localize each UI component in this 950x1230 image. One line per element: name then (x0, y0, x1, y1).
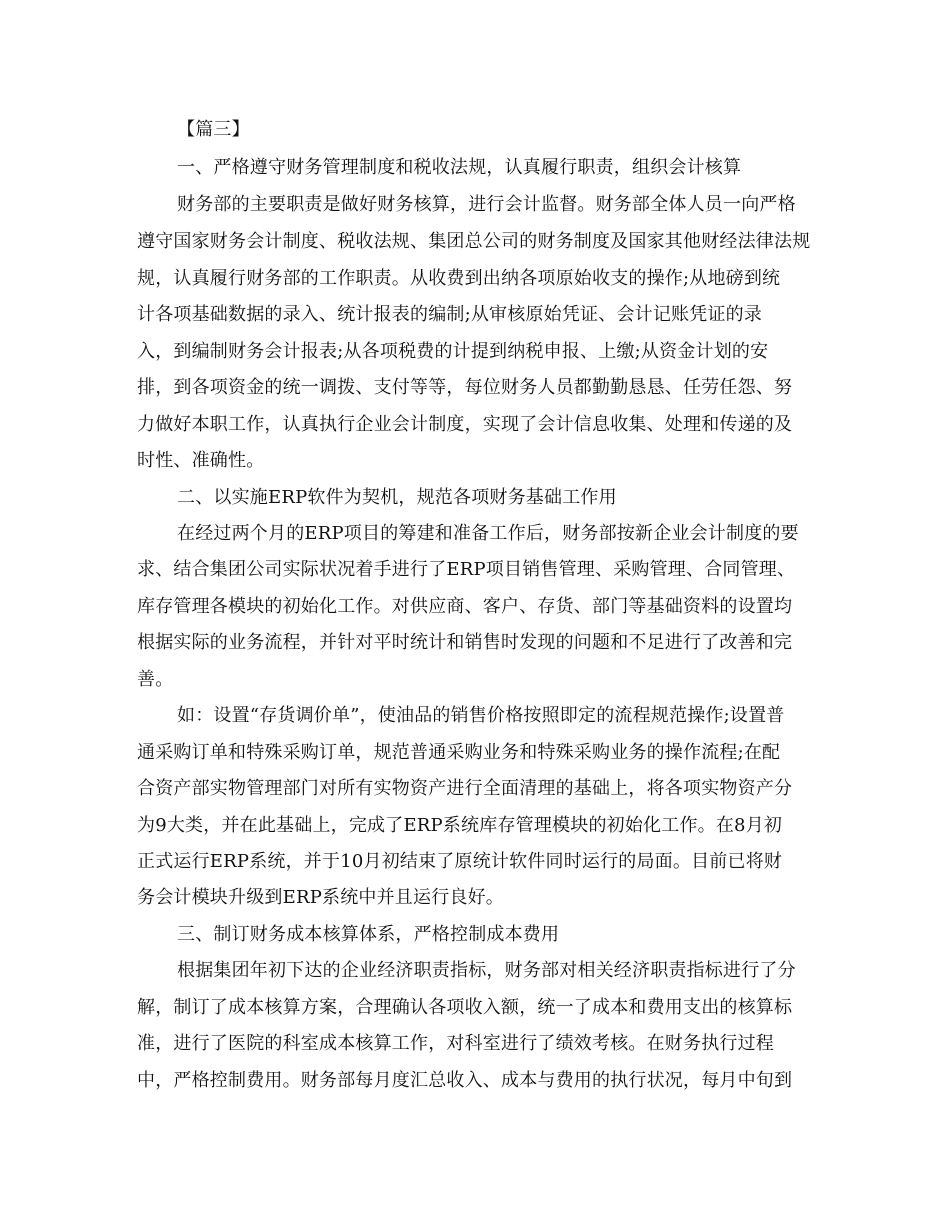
paragraph-line: 遵守国家财务会计制度、税收法规、集团总公司的财务制度及国家其他财经法律法规 (137, 231, 811, 252)
paragraph-line: 务会计模块升级到ERP系统中并且运行良好。 (137, 887, 505, 908)
paragraph-line: 准，进行了医院的科室成本核算工作，对科室进行了绩效考核。在财务执行过程 (137, 1033, 774, 1054)
paragraph-line: 计各项基础数据的录入、统计报表的编制;从审核原始凭证、会计记账凭证的录 (137, 304, 763, 325)
paragraph-line: 中，严格控制费用。财务部每月度汇总收入、成本与费用的执行状况，每月中旬到 (137, 1070, 793, 1091)
paragraph-line: 排，到各项资金的统一调拨、支付等等，每位财务人员都勤勤恳恳、任劳任怨、努 (137, 377, 793, 398)
paragraph-line: 时性、准确性。 (137, 450, 265, 471)
paragraph-line: 通采购订单和特殊采购订单，规范普通采购业务和特殊采购业务的操作流程;在配 (137, 742, 781, 763)
paragraph-line: 正式运行ERP系统，并于10月初结束了原统计软件同时运行的局面。目前已将财 (137, 851, 783, 872)
subheading-1: 一、严格遵守财务管理制度和税收法规，认真履行职责，组织会计核算 (177, 157, 742, 178)
paragraph-line: 为9大类，并在此基础上，完成了ERP系统库存管理模块的初始化工作。在8月初 (137, 815, 783, 836)
paragraph-line: 解，制订了成本核算方案，合理确认各项收入额，统一了成本和费用支出的核算标 (137, 997, 793, 1018)
subheading-3: 三、制订财务成本核算体系，严格控制成本费用 (177, 924, 560, 945)
paragraph-line: 规，认真履行财务部的工作职责。从收费到出纳各项原始收支的操作;从地磅到统 (137, 268, 781, 289)
paragraph-line: 财务部的主要职责是做好财务核算，进行会计监督。财务部全体人员一向严格 (177, 194, 796, 215)
paragraph-line: 库存管理各模块的初始化工作。对供应商、客户、存货、部门等基础资料的设置均 (137, 596, 793, 617)
paragraph-line: 如：设置“存货调价单”，使油品的销售价格按照即定的流程规范操作;设置普 (177, 705, 785, 726)
paragraph-line: 入，到编制财务会计报表;从各项税费的计提到纳税申报、上缴;从资金计划的安 (137, 341, 769, 362)
subheading-2: 二、以实施ERP软件为契机，规范各项财务基础工作用 (177, 487, 617, 508)
paragraph-line: 力做好本职工作，认真执行企业会计制度，实现了会计信息收集、处理和传递的及 (137, 414, 793, 435)
paragraph-line: 合资产部实物管理部门对所有实物资产进行全面清理的基础上，将各项实物资产分 (137, 778, 793, 799)
section-heading: 【篇三】 (177, 119, 250, 140)
paragraph-line: 求、结合集团公司实际状况着手进行了ERP项目销售管理、采购管理、合同管理、 (137, 559, 796, 580)
paragraph-line: 根据集团年初下达的企业经济职责指标，财务部对相关经济职责指标进行了分 (177, 960, 796, 981)
paragraph-line: 在经过两个月的ERP项目的筹建和准备工作后，财务部按新企业会计制度的要 (177, 523, 799, 544)
paragraph-line: 根据实际的业务流程，并针对平时统计和销售时发现的问题和不足进行了改善和完 (137, 632, 793, 653)
paragraph-line: 善。 (137, 669, 174, 690)
